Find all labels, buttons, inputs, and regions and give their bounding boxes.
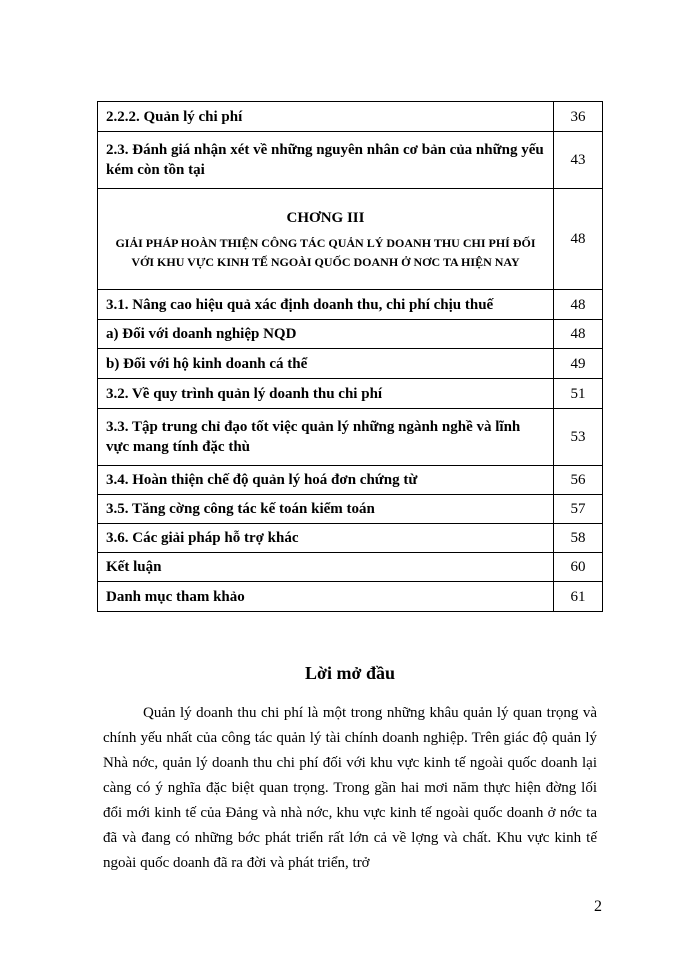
table-row [98,189,603,290]
toc-entry-title: 3.2. Về quy trình quản lý doanh thu chi phí [98,379,554,409]
table-row [98,553,603,582]
toc-entry-page: 53 [554,409,603,466]
toc-entry-title: 2.3. Đánh giá nhận xét về những nguyên nhân cơ bản của những yếu kém còn tồn tại [98,132,554,189]
table-row [98,290,603,320]
table-row [98,524,603,553]
table-of-contents [97,101,603,612]
table-row [98,495,603,524]
toc-entry-page: 48 [554,320,603,349]
toc-entry-title: 3.4. Hoàn thiện chế độ quản lý hoá đơn chứng từ [98,466,554,495]
toc-entry-title: Danh mục tham khảo [98,582,554,612]
toc-entry-page: 51 [554,379,603,409]
table-row [98,379,603,409]
toc-chapter-cell [98,189,554,290]
chapter-subtitle: GIẢI PHÁP HOÀN THIỆN CÔNG TÁC QUẢN LÝ DOANH THU CHI PHÍ ĐỐI VỚI KHU VỰC KINH TẾ NGOÀI QUỐC DOANH Ở NƠC TA HIỆN NAY [115,236,536,269]
toc-entry-title: 3.5. Tăng cờng công tác kế toán kiểm toán [98,495,554,524]
toc-entry-page: 58 [554,524,603,553]
toc-entry-title: 3.3. Tập trung chỉ đạo tốt việc quản lý những ngành nghề và lĩnh vực mang tính đặc thù [98,409,554,466]
toc-entry-page: 48 [554,290,603,320]
toc-entry-page: 48 [554,189,603,290]
table-row [98,132,603,189]
toc-entry-page: 61 [554,582,603,612]
toc-entry-title: 3.1. Nâng cao hiệu quả xác định doanh thu, chi phí chịu thuế [98,290,554,320]
table-row [98,320,603,349]
intro-paragraph: Quản lý doanh thu chi phí là một trong những khâu quản lý quan trọng và chính yếu nhất của công tác quản lý tài chính doanh nghiệp. Trên giác độ quản lý Nhà nớc, quản lý doanh thu chi phí đối với khu vực kinh tế ngoài quốc doanh lại càng có ý nghĩa đặc biệt quan trọng. Trong gần hai mơi năm thực hiện đờng lối đổi mới kinh tế của Đảng và nhà nớc, khu vực kinh tế ngoài quốc doanh ở nớc ta đã và đang có những bớc phát triển rất lớn cả về lợng và chất. Khu vực kinh tế ngoài quốc doanh đã ra đời và phát triển, trở [103,705,597,871]
table-row [98,102,603,132]
toc-entry-title: 2.2.2. Quản lý chi phí [98,102,554,132]
toc-entry-page: 43 [554,132,603,189]
table-row [98,409,603,466]
toc-entry-page: 57 [554,495,603,524]
table-row [98,349,603,379]
intro-heading: Lời mở đầu [305,663,395,683]
toc-entry-title: Kết luận [98,553,554,582]
toc-entry-page: 36 [554,102,603,132]
toc-entry-title: 3.6. Các giải pháp hỗ trợ khác [98,524,554,553]
toc-entry-title: b) Đối với hộ kinh doanh cá thể [98,349,554,379]
table-row [98,466,603,495]
toc-entry-page: 56 [554,466,603,495]
page-number: 2 [594,898,602,915]
toc-entry-title: a) Đối với doanh nghiệp NQD [98,320,554,349]
toc-entry-page: 49 [554,349,603,379]
chapter-title: CHƠNG III [286,210,365,226]
table-row [98,582,603,612]
toc-entry-page: 60 [554,553,603,582]
